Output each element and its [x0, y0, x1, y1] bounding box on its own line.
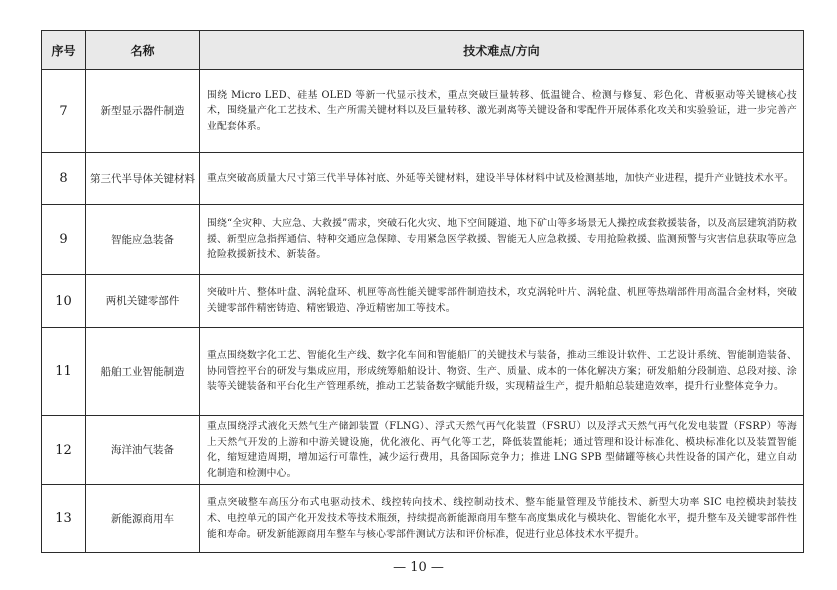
row-no: 13	[42, 485, 86, 553]
row-no: 9	[42, 205, 86, 275]
table-row	[42, 328, 804, 416]
row-name: 智能应急装备	[86, 205, 200, 275]
row-no: 12	[42, 416, 86, 485]
tech-directions-table	[41, 30, 804, 553]
page-number: — 10 —	[393, 560, 444, 575]
row-desc: 围绕 Micro LED、硅基 OLED 等新一代显示技术，重点突破巨量转移、低温键合、检测与修复、彩色化、背板驱动等关键核心技术，围绕量产化工艺技术、生产所需关键材料以及巨量转移、激光剥离等关键设备和零配件开展体系化攻关和实验验证，进一步完善产业配套体系。	[200, 70, 804, 153]
row-no: 11	[42, 328, 86, 416]
row-desc: 重点突破高质量大尺寸第三代半导体衬底、外延等关键材料，建设半导体材料中试及检测基地，加快产业进程，提升产业链技术水平。	[200, 153, 804, 205]
row-name: 两机关键零部件	[86, 275, 200, 328]
row-name: 船舶工业智能制造	[86, 328, 200, 416]
table-row	[42, 70, 804, 153]
header-name: 名称	[86, 31, 200, 70]
row-desc: 重点围绕数字化工艺、智能化生产线、数字化车间和智能船厂的关键技术与装备，推动三维设计软件、工艺设计系统、智能制造装备、协同管控平台的研发与集成应用，形成统筹船舶设计、物资、生产、质量、成本的一体化解决方案；研发船舶分段制造、总段对接、涂装等关键装备和平台化生产管理系统，推动工艺装备数字赋能升级，实现精益生产，提升船舶总装建造效率，提升行业整体竞争力。	[200, 328, 804, 416]
table-header-row	[42, 31, 804, 70]
row-desc: 重点围绕浮式液化天然气生产储卸装置（FLNG）、浮式天然气再气化装置（FSRU）以及浮式天然气再气化发电装置（FSRP）等海上天然气开发的上游和中游关键设施，优化液化、再气化等工艺，降低装置能耗；通过管理和设计标准化、模块标准化以及装置智能化，缩短建造周期，增加运行可靠性，减少运行费用，具备国际竞争力；推进 LNG SPB 型储罐等核心共性设备的国产化，建立自动化制造和检测中心。	[200, 416, 804, 485]
row-desc: 重点突破整车高压分布式电驱动技术、线控转向技术、线控制动技术、整车能量管理及节能技术、新型大功率 SIC 电控模块封装技术、电控单元的国产化开发技术等技术瓶颈，持续提高新能源商用车整车高度集成化与模块化、智能化水平，提升整车及关键零部件性能和寿命。研发新能源商用车整车与核心零部件测试方法和评价标准，促进行业总体技术水平提升。	[200, 485, 804, 553]
row-name: 第三代半导体关键材料	[86, 153, 200, 205]
table-row	[42, 416, 804, 485]
row-name: 海洋油气装备	[86, 416, 200, 485]
header-desc: 技术难点/方向	[200, 31, 804, 70]
table-row	[42, 205, 804, 275]
table-row	[42, 485, 804, 553]
row-desc: 突破叶片、整体叶盘、涡轮盘环、机匣等高性能关键零部件制造技术，攻克涡轮叶片、涡轮盘、机匣等热端部件用高温合金材料，突破关键零部件精密铸造、精密锻造、净近精密加工等技术。	[200, 275, 804, 328]
row-name: 新型显示器件制造	[86, 70, 200, 153]
table-row	[42, 153, 804, 205]
header-no: 序号	[42, 31, 86, 70]
row-name: 新能源商用车	[86, 485, 200, 553]
table-row	[42, 275, 804, 328]
row-no: 8	[42, 153, 86, 205]
row-desc: 围绕“全灾种、大应急、大救援”需求，突破石化火灾、地下空间隧道、地下矿山等多场景无人操控成套救援装备，以及高层建筑消防救援、新型应急指挥通信、特种交通应急保障、专用紧急医学救援、智能无人应急救援、专用抢险救援、监测预警与灾害信息获取等应急抢险救援新技术、新装备。	[200, 205, 804, 275]
row-no: 10	[42, 275, 86, 328]
row-no: 7	[42, 70, 86, 153]
